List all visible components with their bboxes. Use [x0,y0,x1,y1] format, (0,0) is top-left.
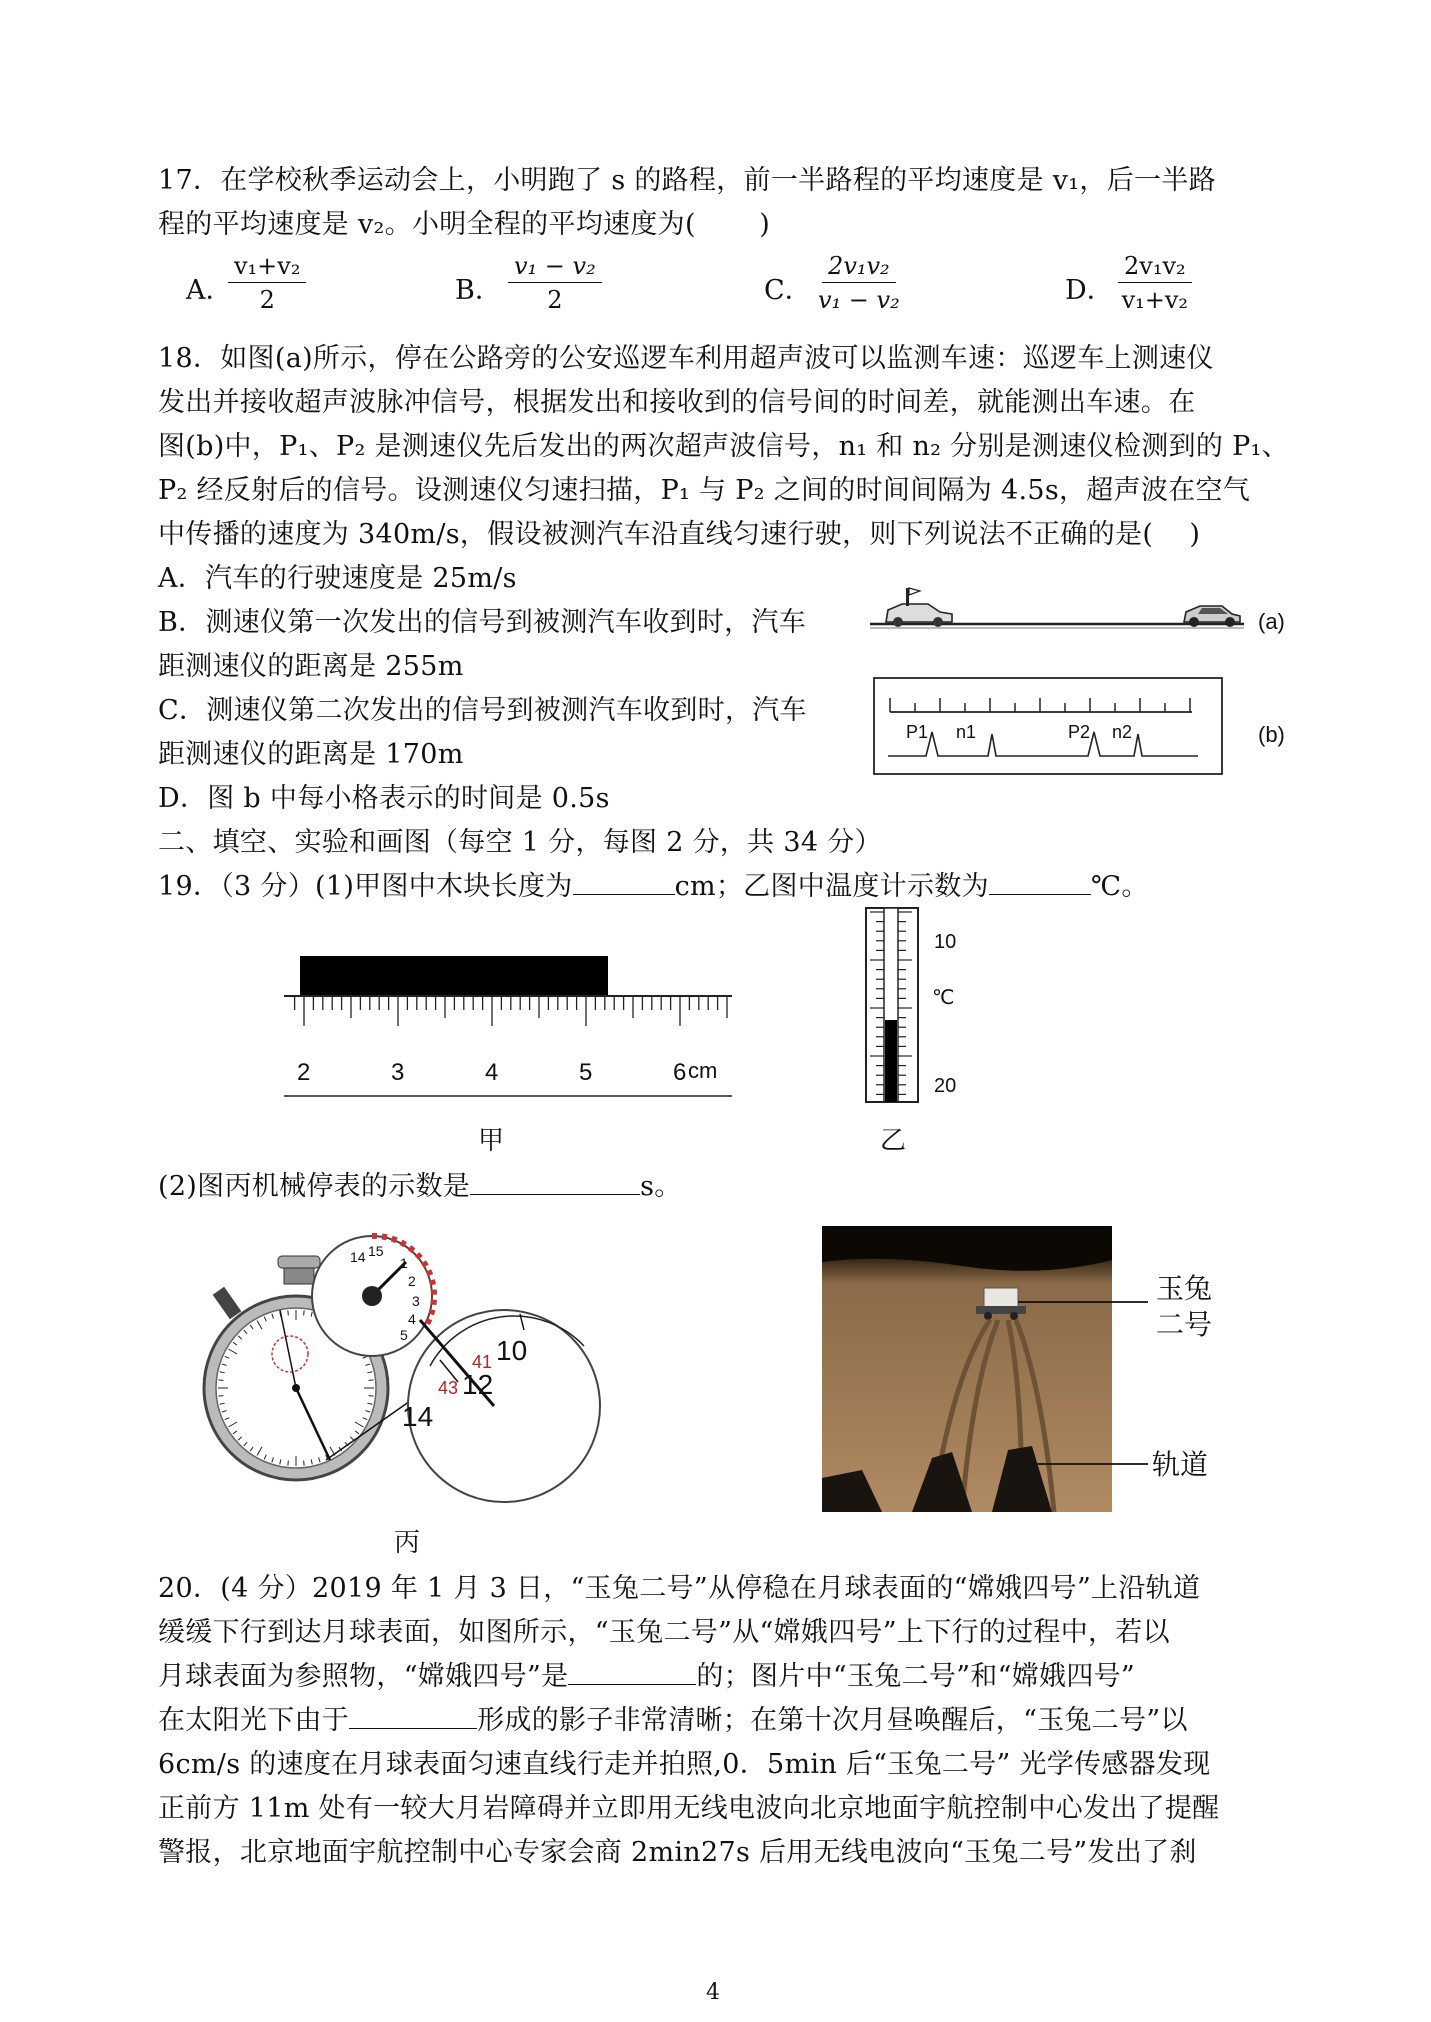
q18-line-3: 图(b)中，P₁、P₂ 是测速仪先后发出的两次超声波信号，n₁ 和 n₂ 分别是测速仪检测到的 P₁、 [158,431,1289,462]
dial-label: 1 [400,1255,408,1271]
dial-label: 5 [400,1327,408,1343]
q19-part-2 [158,1164,682,1203]
dial-label: 2 [408,1273,416,1289]
mercury-column [885,1020,897,1102]
ruler-ticks [295,996,727,1026]
fraction-denominator: 2 [259,286,275,314]
thermo-tick-label: 20 [934,1075,957,1097]
q17-option-d-fraction [1118,252,1192,314]
ruler-tick-label: 2 [297,1059,311,1086]
answer-blank-stopwatch[interactable] [470,1170,640,1195]
section-2-heading: 二、填空、实验和画图（每空 1 分，每图 2 分，共 34 分） [158,827,882,858]
dial-label: 10 [496,1335,528,1366]
q17-option-d-label: D． [1065,275,1114,306]
zoom-small-dial [312,1236,434,1356]
caption-yi: 乙 [880,1126,907,1156]
signal-label-n1: n1 [956,722,977,742]
signal-label-p2: P2 [1068,722,1091,742]
q18-option-d: D．图 b 中每小格表示的时间是 0.5s [158,783,610,814]
police-car-icon [886,588,952,627]
q20-line-3 [158,1654,1135,1693]
scan-scale-ticks [890,698,1190,712]
figure-a-road [866,580,1306,644]
q18-option-b-1: B．测速仪第一次发出的信号到被测汽车收到时，汽车 [158,607,807,638]
ruler-figure [280,950,740,1100]
q18-option-c-2: 距测速仪的距离是 170m [158,739,464,770]
fraction-numerator: 2v₁v₂ [1118,252,1192,283]
fraction-numerator: v₁+v₂ [228,252,306,283]
signal-waveform [888,732,1198,756]
ruler-tick-label: 6 [673,1059,687,1086]
q20-line-3-pre: 月球表面为参照物，“嫦娥四号”是 [158,1661,569,1692]
q17-option-a-fraction [228,252,306,314]
q17-line-1: 17．在学校秋季运动会上，小明跑了 s 的路程，前一半路程的平均速度是 v₁，后一半路 [158,165,1216,196]
q18-option-a: A．汽车的行驶速度是 25m/s [158,563,517,594]
ruler-tick-label: 4 [485,1059,499,1086]
fraction-denominator: v₁ − v₂ [818,286,900,314]
q18-line-5: 中传播的速度为 340m/s，假设被测汽车沿直线匀速行驶，则下列说法不正确的是( ) [158,519,1201,550]
label-rover-2: 二号 [1156,1309,1213,1340]
dial-label: 15 [368,1243,384,1259]
answer-blank-length[interactable] [573,870,675,895]
q20-line-6: 正前方 11m 处有一较大月岩障碍并立即用无线电波向北京地面宇航控制中心发出了提醒 [158,1793,1220,1824]
ruler-tick-label: 3 [391,1059,405,1086]
signal-label-n2: n2 [1112,722,1133,742]
q18-option-c-1: C．测速仪第二次发出的信号到被测汽车收到时，汽车 [158,695,807,726]
fraction-denominator: 2 [547,286,563,314]
q17-option-a-label: A． [186,275,233,306]
page-number: 4 [706,1980,720,2005]
q17-option-c-fraction [818,252,900,314]
answer-blank-shadow-cause[interactable] [349,1704,477,1729]
q18-option-b-2: 距测速仪的距离是 255m [158,651,464,682]
q18-line-2: 发出并接收超声波脉冲信号，根据发出和接收到的信号间的时间差，就能测出车速。在 [158,387,1196,418]
thermo-unit: ℃ [932,987,955,1009]
fraction-numerator: 2v₁v₂ [822,252,896,283]
dial-label: 14 [402,1401,434,1432]
dial-label: 41 [472,1352,493,1372]
q19-part-2-post: s。 [640,1171,682,1202]
dial-label: 14 [350,1249,366,1265]
answer-blank-motion-state[interactable] [568,1660,696,1685]
q19-part-1-pre: 19．（3 分）(1)甲图中木块长度为 [158,871,573,902]
q17-option-c-label: C． [764,275,812,306]
dial-label: 43 [438,1378,459,1398]
dial-label: 4 [408,1311,416,1327]
label-track: 轨道 [1152,1449,1209,1480]
q20-line-5: 6cm/s 的速度在月球表面匀速直线行走并拍照,0．5min 后“玉兔二号” 光学传感器发现 [158,1749,1211,1780]
caption-bing: 丙 [394,1528,421,1558]
q17-option-b-fraction [508,252,602,314]
answer-blank-temperature[interactable] [989,870,1091,895]
q19-part-1 [158,864,1149,903]
q20-line-3-post: 的；图片中“玉兔二号”和“嫦娥四号” [696,1661,1136,1692]
q20-line-7: 警报，北京地面宇航控制中心专家会商 2min27s 后用无线电波向“玉兔二号”发出了刹 [158,1837,1197,1868]
thermometer-figure [856,906,996,1106]
wooden-block [300,956,608,996]
q17-option-b-label: B． [455,275,502,306]
fraction-denominator: v₁+v₂ [1121,286,1189,314]
q20-line-4-pre: 在太阳光下由于 [158,1705,350,1736]
moon-rover-photo [822,1226,1242,1512]
q20-line-4 [158,1698,1188,1737]
q19-part-2-pre: (2)图丙机械停表的示数是 [158,1171,471,1202]
dial-label: 12 [462,1369,494,1400]
thermo-tick-label: 10 [934,931,957,953]
figure-b-signal [872,676,1312,780]
figure-b-label: (b) [1258,722,1285,747]
stopwatch-figure [200,1210,610,1510]
q20-line-2: 缓缓下行到达月球表面，如图所示，“玉兔二号”从“嫦娥四号”上下行的过程中，若以 [158,1617,1170,1648]
q19-part-1-post: ℃。 [1090,871,1149,902]
label-rover-1: 玉兔 [1156,1273,1213,1304]
ruler-tick-label: 5 [579,1059,593,1086]
q19-part-1-mid: cm；乙图中温度计示数为 [674,871,989,902]
figure-a-label: (a) [1258,609,1285,634]
q20-line-4-post: 形成的影子非常清晰；在第十次月昼唤醒后，“玉兔二号”以 [477,1705,1188,1736]
q17-line-2: 程的平均速度是 v₂。小明全程的平均速度为( ) [158,209,771,240]
dial-label: 3 [412,1293,420,1309]
q18-line-1: 18．如图(a)所示，停在公路旁的公安巡逻车利用超声波可以监测车速：巡逻车上测速仪 [158,343,1214,374]
ruler-unit: cm [688,1058,718,1083]
signal-label-p1: P1 [906,722,929,742]
fraction-numerator: v₁ − v₂ [508,252,602,283]
q18-line-4: P₂ 经反射后的信号。设测速仪匀速扫描，P₁ 与 P₂ 之间的时间间隔为 4.5s，超声波在空气 [158,475,1251,506]
caption-jia: 甲 [478,1126,505,1156]
q20-line-1: 20．(4 分）2019 年 1 月 3 日，“玉兔二号”从停稳在月球表面的“嫦娥四号”上沿轨道 [158,1573,1201,1604]
zoom-large-dial [402,1310,600,1502]
